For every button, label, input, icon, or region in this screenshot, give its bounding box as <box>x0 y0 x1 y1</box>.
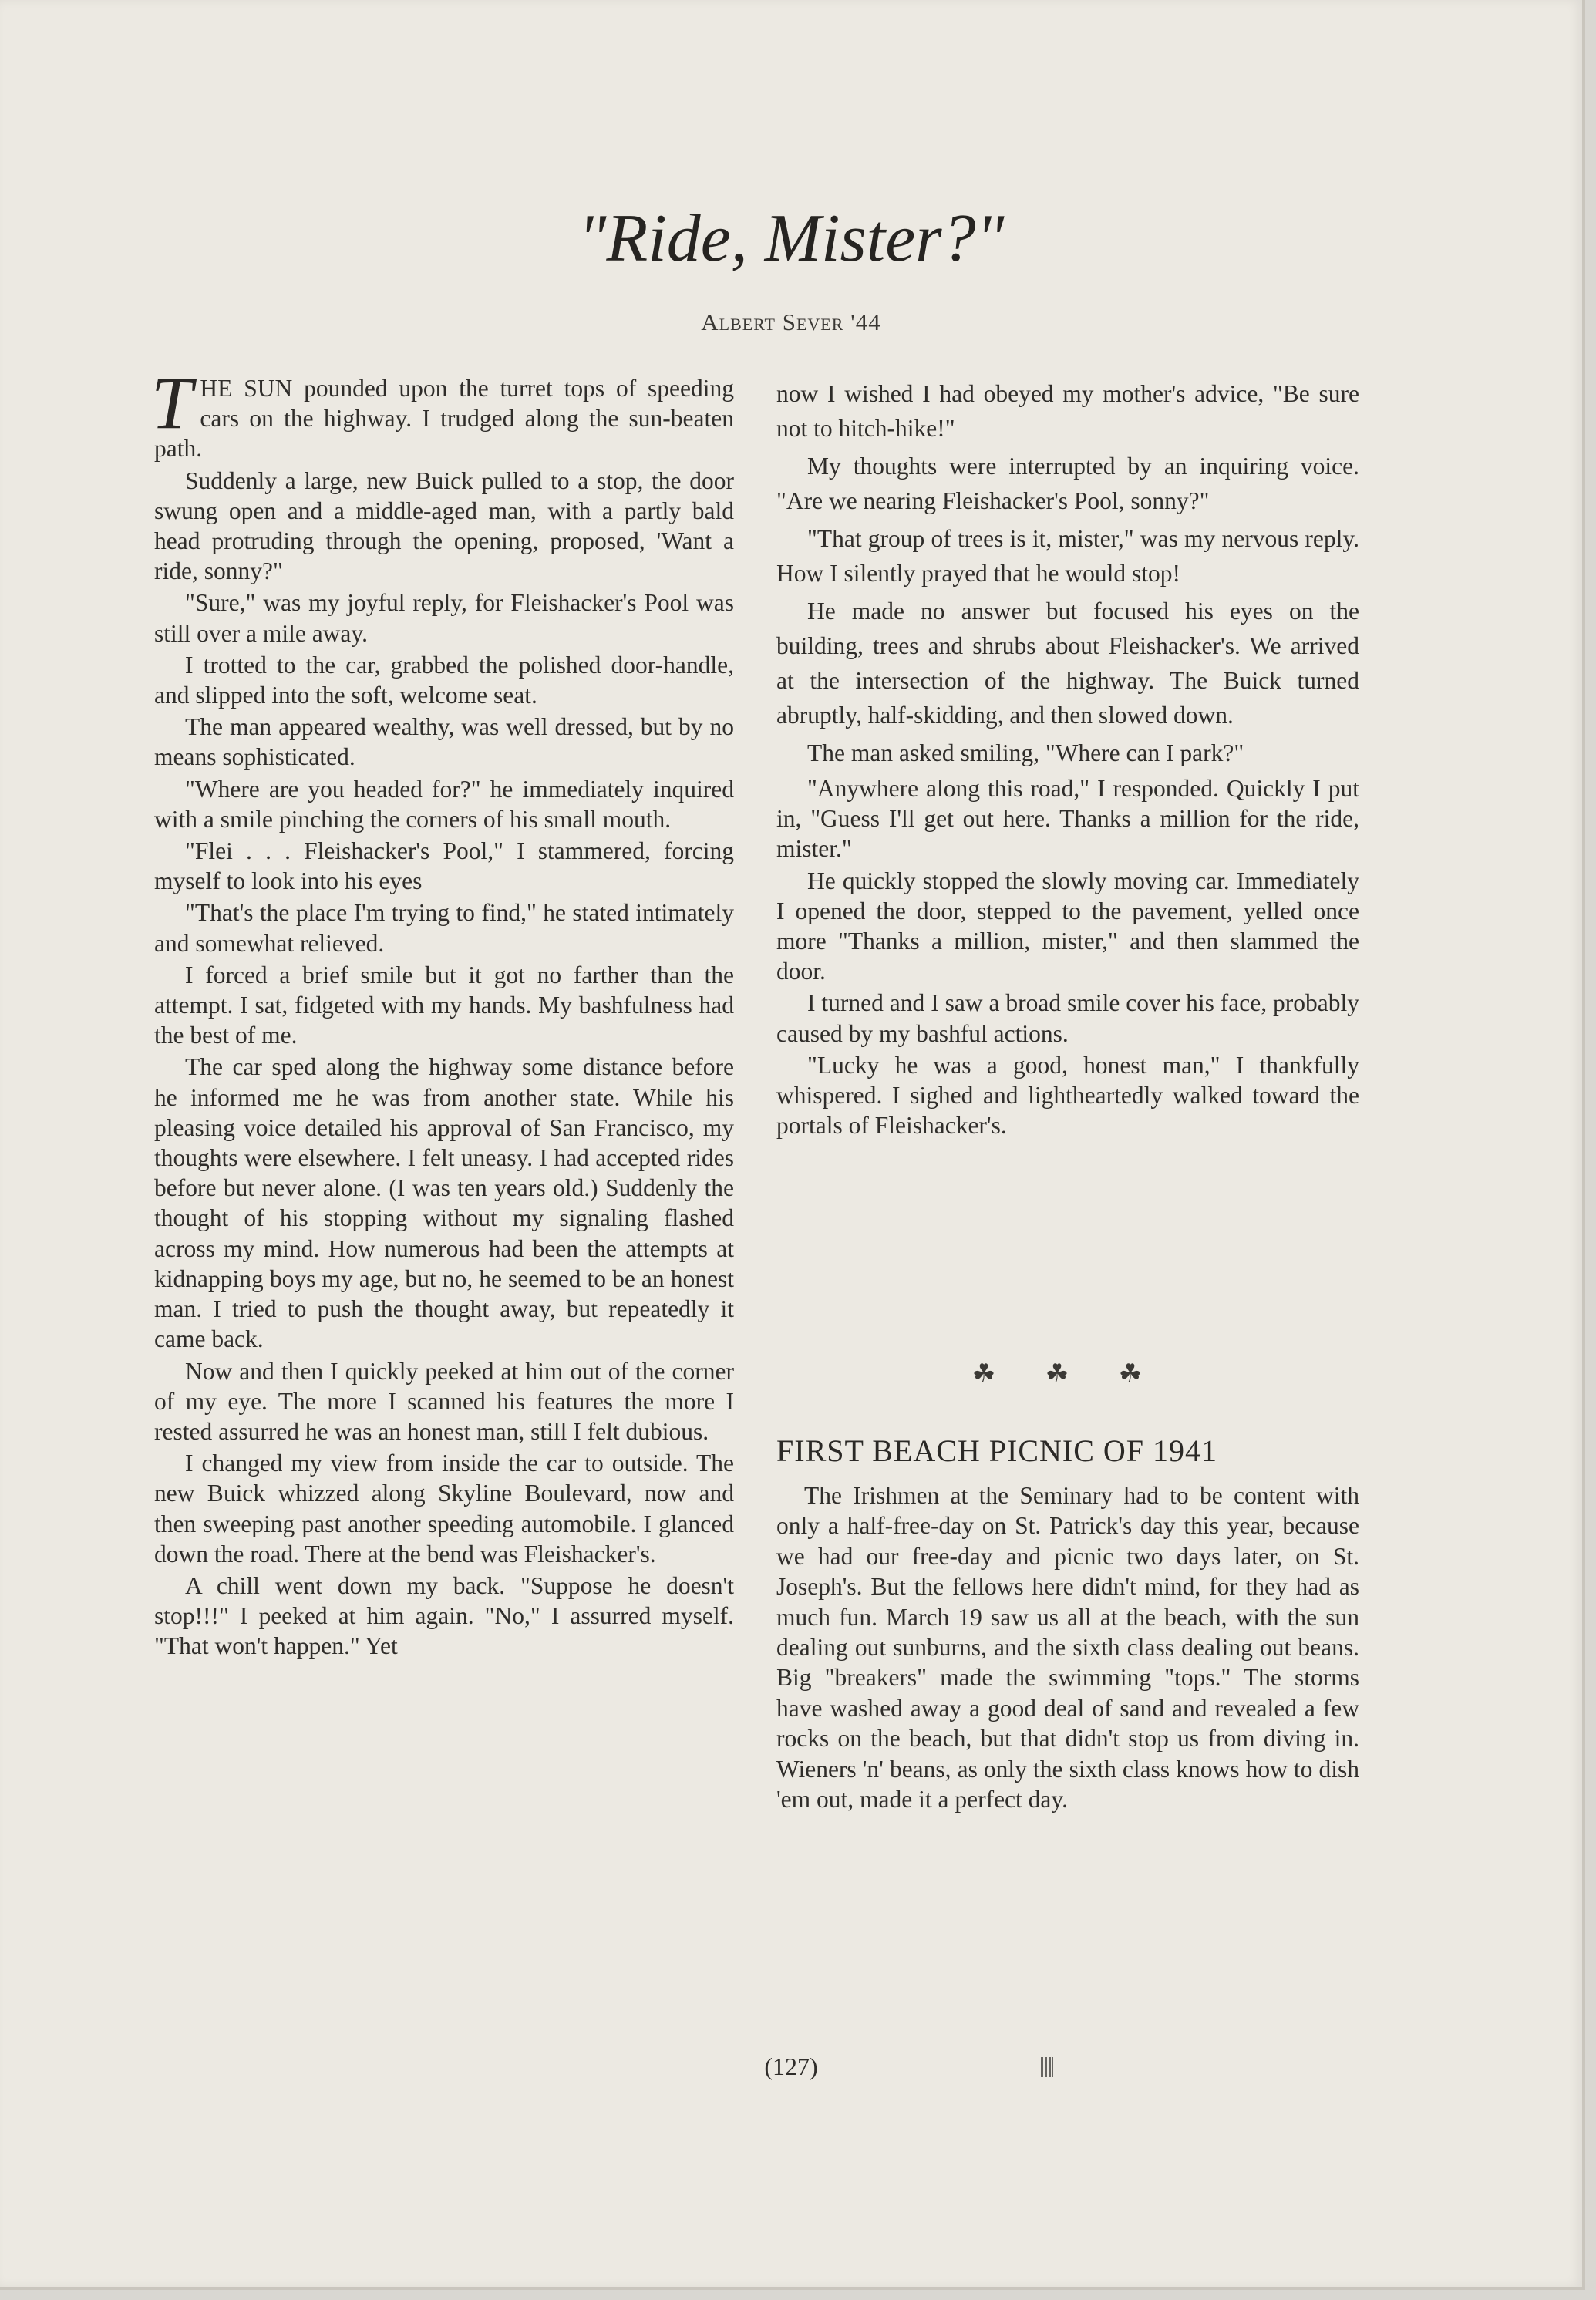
section-divider-ornaments: ☘ ☘ ☘ <box>971 1360 1164 1389</box>
article-paragraph: My thoughts were interrupted by an inquiring voice. "Are we nearing Fleishacker's Pool, sonny?" <box>776 453 1359 514</box>
article-first-paragraph <box>151 362 734 464</box>
article-paragraph: Now and then I quickly peeked at him out of the corner of my eye. The more I scanned his features the more I rested assurred he was an honest man, still I felt dubious. <box>154 1357 734 1445</box>
article-paragraph: He quickly stopped the slowly moving car. Immediately I opened the door, stepped to the pavement, yelled once more "Thanks a million, mister," and then slammed the door. <box>776 867 1359 985</box>
article-paragraph: "That group of trees is it, mister," was my nervous reply. How I silently prayed that he would stop! <box>776 525 1359 587</box>
article-paragraph: "Sure," was my joyful reply, for Fleishacker's Pool was still over a mile away. <box>154 589 734 647</box>
article-paragraph: "Lucky he was a good, honest man," I thankfully whispered. I sighed and lightheartedly walked toward the portals of Fleishacker's. <box>776 1051 1359 1140</box>
article-paragraph: I turned and I saw a broad smile cover his face, probably caused by my bashful actions. <box>776 989 1359 1047</box>
article-paragraph-continued: now I wished I had obeyed my mother's advice, "Be sure not to hitch-hike!" <box>776 380 1359 442</box>
article-paragraph: "Anywhere along this road," I responded. Quickly I put in, "Guess I'll get out here. Thanks a million for the ride, mister." <box>776 775 1359 863</box>
article-paragraph: "Where are you headed for?" he immediately inquired with a smile pinching the corners of his small mouth. <box>154 775 734 833</box>
article-column-right <box>776 376 1359 1142</box>
picnic-paragraph: The Irishmen at the Seminary had to be content with only a half-free-day on St. Patrick's day this year, because we had our free-day and picnic two days later, on St. Joseph's. But the fellows here didn't mind, for they had as much fun. March 19 saw us all at the beach, with the sun dealing out sunburns, and the sixth class dealing out beans. Big "breakers" made the swimming "tops." The storms have washed away a good deal of sand and revealed a few rocks on the beach, but that didn't stop us from diving in. Wieners 'n' beans, as only the sixth class knows how to dish 'em out, made it a perfect day. <box>776 1482 1359 1813</box>
article-title: "Ride, Mister?" <box>577 201 1005 276</box>
article-paragraph: "That's the place I'm trying to find," he stated intimately and somewhat relieved. <box>154 899 734 957</box>
page-number: (127) <box>764 2052 818 2080</box>
article-paragraph: I trotted to the car, grabbed the polished door-handle, and slipped into the soft, welcome seat. <box>154 651 734 709</box>
drop-cap: T <box>151 362 193 444</box>
picnic-article <box>776 1480 1359 1814</box>
article-column-left <box>151 362 734 1663</box>
article-paragraph: "Flei . . . Fleishacker's Pool," I stammered, forcing myself to look into his eyes <box>154 837 734 895</box>
article-paragraph: The car sped along the highway some distance before he informed me he was from another state. While his pleasing voice detailed his approval of San Francisco, my thoughts were elsewhere. I felt uneasy. I had accepted rides before but never alone. (I was ten years old.) Suddenly the thought of his stopping without my signaling flashed across my mind. How numerous had been the attempts at kidnapping boys my age, but no, he seemed to be an honest man. I tried to push the thought away, but repeatedly it came back. <box>154 1053 734 1353</box>
article-paragraph: Suddenly a large, new Buick pulled to a stop, the door swung open and a middle-aged man, with a partly bald head protruding through the opening, proposed, 'Want a ride, sonny?" <box>154 466 734 585</box>
article-paragraph: He made no answer but focused his eyes on the building, trees and shrubs about Fleishacker's. We arrived at the intersection of the highway. The Buick turned abruptly, half-skidding, and then slowed down. <box>776 598 1359 729</box>
article-paragraph: I changed my view from inside the car to outside. The new Buick whizzed along Skyline Boulevard, now and then sweeping past another speeding automobile. I glanced down the road. There at the bend was Fleishacker's. <box>154 1450 734 1568</box>
article-paragraph: I forced a brief smile but it got no farther than the attempt. I sat, fidgeted with my hands. My bashfulness had the best of me. <box>154 961 734 1049</box>
print-mark-icon <box>1041 2057 1053 2077</box>
first-paragraph-text: HE SUN pounded upon the turret tops of speeding cars on the highway. I trudged along the sun-beaten path. <box>154 375 734 463</box>
article-byline: Albert Sever '44 <box>701 308 881 335</box>
article-paragraph: A chill went down my back. "Suppose he doesn't stop!!!" I peeked at him again. "No," I assurred myself. "That won't happen." Yet <box>154 1571 734 1660</box>
article-paragraph: The man appeared wealthy, was well dressed, but by no means sophisticated. <box>154 713 734 771</box>
article-closing-paragraphs <box>776 773 1359 1140</box>
article-paragraph: The man asked smiling, "Where can I park?" <box>807 739 1244 766</box>
picnic-heading: FIRST BEACH PICNIC OF 1941 <box>776 1433 1218 1468</box>
